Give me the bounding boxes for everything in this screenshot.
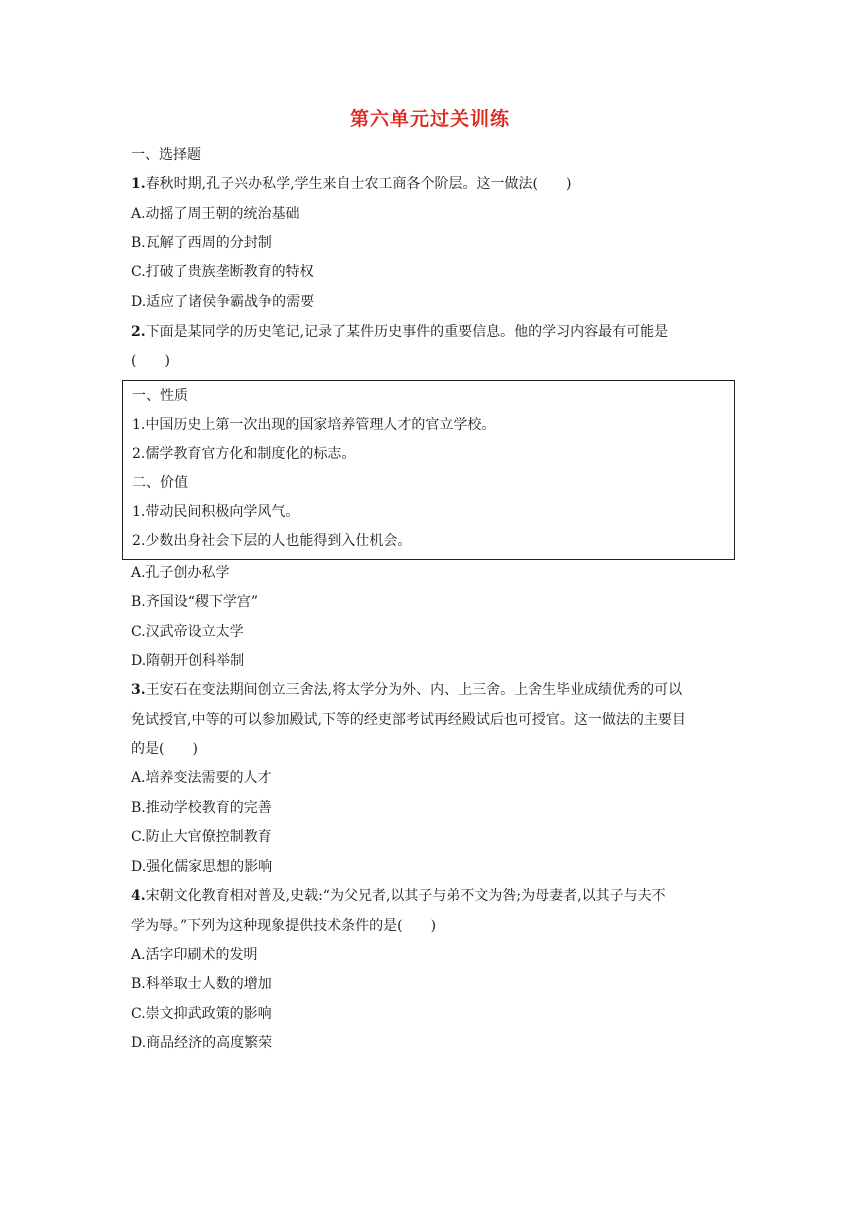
question-2-stem xyxy=(131,322,668,342)
history-notes-box xyxy=(122,380,735,560)
question-3-text-line-2: 免试授官,中等的可以参加殿试,下等的经吏部考试再经殿试后也可授官。这一做法的主要目 xyxy=(131,712,686,728)
question-3-option-a: A.培养变法需要的人才 xyxy=(131,770,272,786)
question-2-option-c: C.汉武帝设立太学 xyxy=(131,624,244,640)
question-3-option-c: C.防止大官僚控制教育 xyxy=(131,829,272,845)
notes-heading-value: 二、价值 xyxy=(132,475,188,491)
question-1-option-b: B.瓦解了西周的分封制 xyxy=(131,235,272,251)
question-1-stem xyxy=(131,174,571,194)
question-2-number: 2. xyxy=(131,324,146,340)
question-2-option-a: A.孔子创办私学 xyxy=(131,565,230,581)
notes-item: 1.中国历史上第一次出现的国家培养管理人才的官立学校。 xyxy=(132,417,496,433)
question-4-text-line-2: 学为辱。”下列为这种现象提供技术条件的是( ) xyxy=(131,918,437,934)
question-4-option-d: D.商品经济的高度繁荣 xyxy=(131,1035,273,1051)
question-2-text-line-2: ( ) xyxy=(131,353,170,369)
notes-item: 2.少数出身社会下层的人也能得到入仕机会。 xyxy=(132,533,412,549)
question-4-stem xyxy=(131,886,666,906)
question-3-stem xyxy=(131,680,682,700)
question-4-option-c: C.崇文抑武政策的影响 xyxy=(131,1006,272,1022)
question-1-number: 1. xyxy=(131,176,146,192)
question-3-number: 3. xyxy=(131,682,146,698)
question-2-text-line-1: 下面是某同学的历史笔记,记录了某件历史事件的重要信息。他的学习内容最有可能是 xyxy=(145,324,669,340)
question-3-text-line-1: 王安石在变法期间创立三舍法,将太学分为外、内、上三舍。上舍生毕业成绩优秀的可以 xyxy=(145,682,683,698)
question-3-option-b: B.推动学校教育的完善 xyxy=(131,800,272,816)
notes-heading-nature: 一、性质 xyxy=(132,388,188,404)
question-1-text: 春秋时期,孔子兴办私学,学生来自士农工商各个阶层。这一做法( ) xyxy=(145,176,572,192)
question-4-number: 4. xyxy=(131,888,146,904)
notes-item: 1.带动民间积极向学风气。 xyxy=(132,504,300,520)
question-2-option-b: B.齐国设“稷下学宫” xyxy=(131,594,259,610)
question-1-option-d: D.适应了诸侯争霸战争的需要 xyxy=(131,294,315,310)
question-3-text-line-3: 的是( ) xyxy=(131,741,198,757)
page-title: 第六单元过关训练 xyxy=(349,108,510,130)
question-4-option-a: A.活字印刷术的发明 xyxy=(131,947,258,963)
question-4-option-b: B.科举取士人数的增加 xyxy=(131,976,272,992)
notes-item: 2.儒学教育官方化和制度化的标志。 xyxy=(132,446,356,462)
question-2-option-d: D.隋朝开创科举制 xyxy=(131,653,245,669)
section-heading: 一、选择题 xyxy=(131,147,201,163)
question-3-option-d: D.强化儒家思想的影响 xyxy=(131,859,273,875)
question-1-option-c: C.打破了贵族垄断教育的特权 xyxy=(131,264,314,280)
question-1-option-a: A.动摇了周王朝的统治基础 xyxy=(131,206,300,222)
question-4-text-line-1: 宋朝文化教育相对普及,史载:“为父兄者,以其子与弟不文为咎;为母妻者,以其子与夫不 xyxy=(145,888,666,904)
